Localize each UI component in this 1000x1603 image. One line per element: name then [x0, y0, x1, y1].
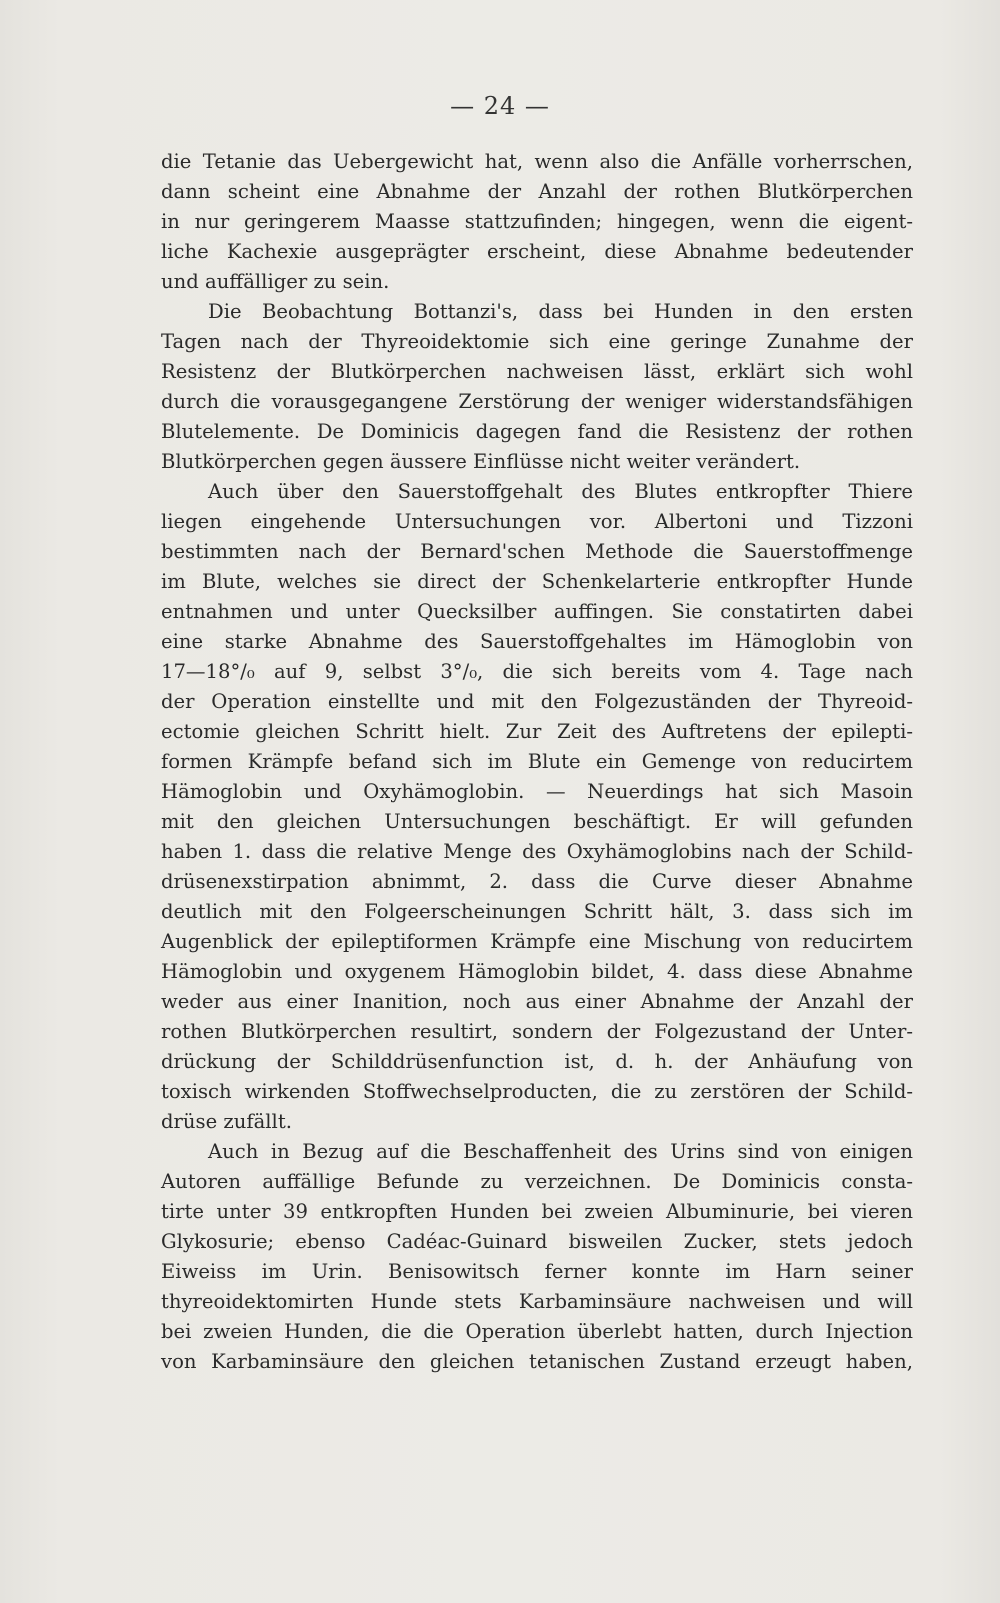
- text-line: Glykosurie; ebenso Cadéac-Guinard bisweilen Zucker, stets jedoch: [161, 1230, 913, 1253]
- text-line: haben 1. dass die relative Menge des Oxyhämoglobins nach der Schild-: [161, 840, 913, 863]
- text-line: liche Kachexie ausgeprägter erscheint, diese Abnahme bedeutender: [161, 240, 913, 263]
- text-line: entnahmen und unter Quecksilber auffingen. Sie constatirten dabei: [161, 600, 913, 623]
- text-line: Tagen nach der Thyreoidektomie sich eine geringe Zunahme der: [161, 330, 913, 353]
- text-line: rothen Blutkörperchen resultirt, sondern der Folgezustand der Unter-: [161, 1020, 913, 1043]
- text-line: toxisch wirkenden Stoffwechselproducten, die zu zerstören der Schild-: [161, 1080, 913, 1103]
- text-line: thyreoidektomirten Hunde stets Karbaminsäure nachweisen und will: [161, 1290, 913, 1313]
- text-line: und auffälliger zu sein.: [161, 270, 390, 293]
- text-line: Blutelemente. De Dominicis dagegen fand die Resistenz der rothen: [161, 420, 913, 443]
- text-line: bei zweien Hunden, die die Operation überlebt hatten, durch Injection: [161, 1320, 913, 1343]
- text-line: ectomie gleichen Schritt hielt. Zur Zeit des Auftretens der epilepti-: [161, 720, 913, 743]
- text-line: Autoren auffällige Befunde zu verzeichnen. De Dominicis consta-: [161, 1170, 913, 1193]
- text-line: drüsenexstirpation abnimmt, 2. dass die Curve dieser Abnahme: [161, 870, 913, 893]
- text-line: formen Krämpfe befand sich im Blute ein Gemenge von reducirtem: [161, 750, 913, 773]
- text-line: mit den gleichen Untersuchungen beschäftigt. Er will gefunden: [161, 810, 913, 833]
- text-line: Resistenz der Blutkörperchen nachweisen lässt, erklärt sich wohl: [161, 360, 913, 383]
- text-line: weder aus einer Inanition, noch aus einer Abnahme der Anzahl der: [161, 990, 913, 1013]
- text-line: dann scheint eine Abnahme der Anzahl der rothen Blutkörperchen: [161, 180, 913, 203]
- text-line: deutlich mit den Folgeerscheinungen Schritt hält, 3. dass sich im: [161, 900, 913, 923]
- text-line: von Karbaminsäure den gleichen tetanischen Zustand erzeugt haben,: [161, 1350, 913, 1373]
- text-line: tirte unter 39 entkropften Hunden bei zweien Albuminurie, bei vieren: [161, 1200, 913, 1223]
- text-line: drückung der Schilddrüsenfunction ist, d. h. der Anhäufung von: [161, 1050, 913, 1073]
- text-line: durch die vorausgegangene Zerstörung der weniger widerstandsfähigen: [161, 390, 913, 413]
- text-line: im Blute, welches sie direct der Schenkelarterie entkropfter Hunde: [161, 570, 913, 593]
- text-line: die Tetanie das Uebergewicht hat, wenn also die Anfälle vorherrschen,: [161, 150, 913, 173]
- page-number: — 24 —: [450, 92, 550, 120]
- text-line: Die Beobachtung Bottanzi's, dass bei Hunden in den ersten: [208, 300, 913, 323]
- text-line: Hämoglobin und oxygenem Hämoglobin bildet, 4. dass diese Abnahme: [161, 960, 913, 983]
- text-line: liegen eingehende Untersuchungen vor. Albertoni und Tizzoni: [161, 510, 913, 533]
- text-line: Auch in Bezug auf die Beschaffenheit des Urins sind von einigen: [208, 1140, 913, 1163]
- text-line: Hämoglobin und Oxyhämoglobin. — Neuerdings hat sich Masoin: [161, 780, 913, 803]
- text-line: der Operation einstellte und mit den Folgezuständen der Thyreoid-: [161, 690, 913, 713]
- text-line: bestimmten nach der Bernard'schen Methode die Sauerstoffmenge: [161, 540, 913, 563]
- body-text: [161, 147, 913, 1377]
- text-line: Eiweiss im Urin. Benisowitsch ferner konnte im Harn seiner: [161, 1260, 913, 1283]
- text-line: Auch über den Sauerstoffgehalt des Blutes entkropfter Thiere: [208, 480, 913, 503]
- text-line: in nur geringerem Maasse stattzufinden; hingegen, wenn die eigent-: [161, 210, 913, 233]
- text-line: eine starke Abnahme des Sauerstoffgehaltes im Hämoglobin von: [161, 630, 913, 653]
- text-line: drüse zufällt.: [161, 1110, 292, 1133]
- text-line: Augenblick der epileptiformen Krämpfe eine Mischung von reducirtem: [161, 930, 913, 953]
- text-line: Blutkörperchen gegen äussere Einflüsse nicht weiter verändert.: [161, 450, 801, 473]
- text-line: 17—18°/₀ auf 9, selbst 3°/₀, die sich bereits vom 4. Tage nach: [161, 660, 913, 683]
